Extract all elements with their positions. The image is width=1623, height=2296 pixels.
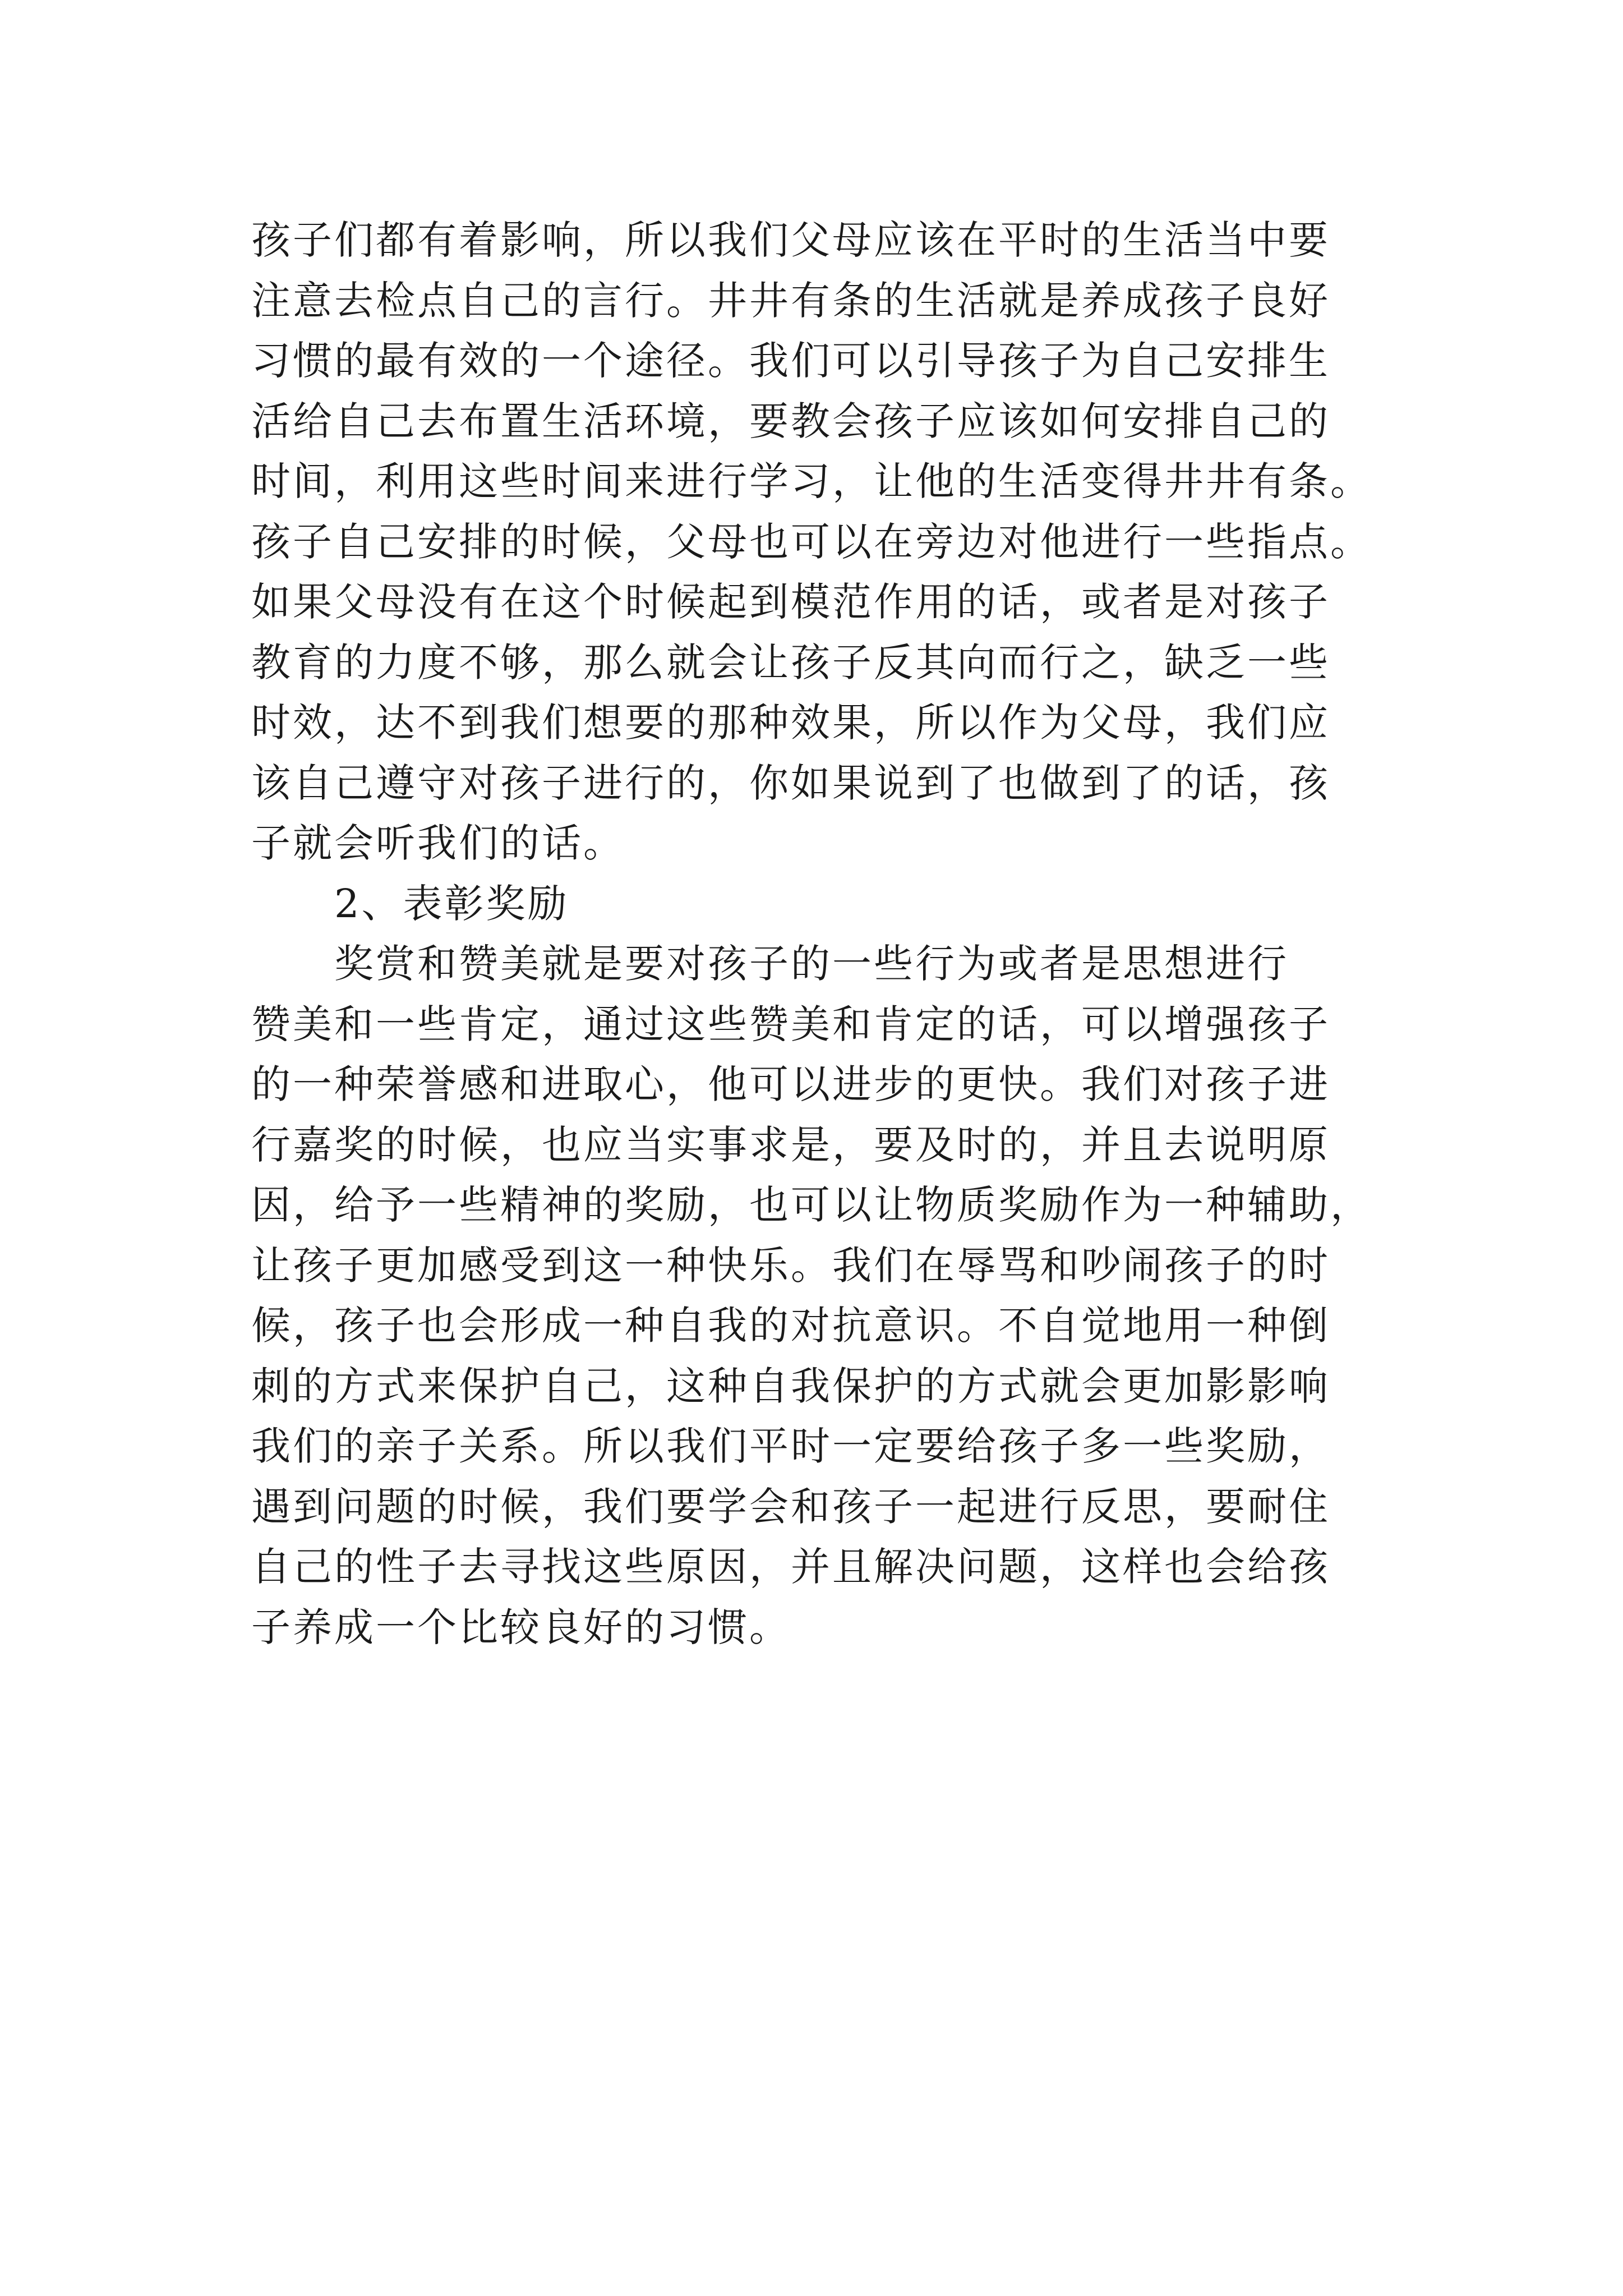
text-line: 如果父母没有在这个时候起到模范作用的话，或者是对孩子 [251, 579, 1330, 625]
text-line: 活给自己去布置生活环境，要教会孩子应该如何安排自己的 [251, 398, 1330, 444]
text-line: 奖赏和赞美就是要对孩子的一些行为或者是思想进行 [334, 941, 1289, 987]
text-line: 孩子自己安排的时候，父母也可以在旁边对他进行一些指点。 [251, 518, 1372, 565]
text-line: 候，孩子也会形成一种自我的对抗意识。不自觉地用一种倒 [251, 1303, 1330, 1349]
text-line: 因，给予一些精神的奖励，也可以让物质奖励作为一种辅助， [251, 1182, 1372, 1228]
paragraph-rewards [251, 934, 1384, 1658]
text-line: 该自己遵守对孩子进行的，你如果说到了也做到了的话，孩 [251, 760, 1330, 806]
text-line: 行嘉奖的时候，也应当实事求是，要及时的，并且去说明原 [251, 1121, 1330, 1168]
paragraph-continuation [251, 210, 1384, 874]
text-line: 的一种荣誉感和进取心，他可以进步的更快。我们对孩子进 [251, 1061, 1330, 1107]
document-body [251, 210, 1384, 1658]
text-line: 子就会听我们的话。 [251, 820, 625, 866]
text-line: 自己的性子去寻找这些原因，并且解决问题，这样也会给孩 [251, 1544, 1330, 1590]
section-heading: 2、表彰奖励 [334, 880, 569, 927]
text-line: 让孩子更加感受到这一种快乐。我们在辱骂和吵闹孩子的时 [251, 1242, 1330, 1289]
text-line: 遇到问题的时候，我们要学会和孩子一起进行反思，要耐住 [251, 1483, 1330, 1530]
text-line: 孩子们都有着影响，所以我们父母应该在平时的生活当中要 [251, 217, 1330, 263]
text-line: 注意去检点自己的言行。井井有条的生活就是养成孩子良好 [251, 277, 1330, 324]
text-line: 时间，利用这些时间来进行学习，让他的生活变得井井有条。 [251, 458, 1372, 504]
text-line: 赞美和一些肯定，通过这些赞美和肯定的话，可以增强孩子 [251, 1001, 1330, 1047]
text-line: 习惯的最有效的一个途径。我们可以引导孩子为自己安排生 [251, 338, 1330, 384]
text-line: 教育的力度不够，那么就会让孩子反其向而行之，缺乏一些 [251, 639, 1330, 685]
text-line: 我们的亲子关系。所以我们平时一定要给孩子多一些奖励， [251, 1423, 1330, 1469]
text-line: 子养成一个比较良好的习惯。 [251, 1604, 791, 1650]
text-line: 时效，达不到我们想要的那种效果，所以作为父母，我们应 [251, 700, 1330, 746]
text-line: 刺的方式来保护自己，这种自我保护的方式就会更加影影响 [251, 1363, 1330, 1409]
